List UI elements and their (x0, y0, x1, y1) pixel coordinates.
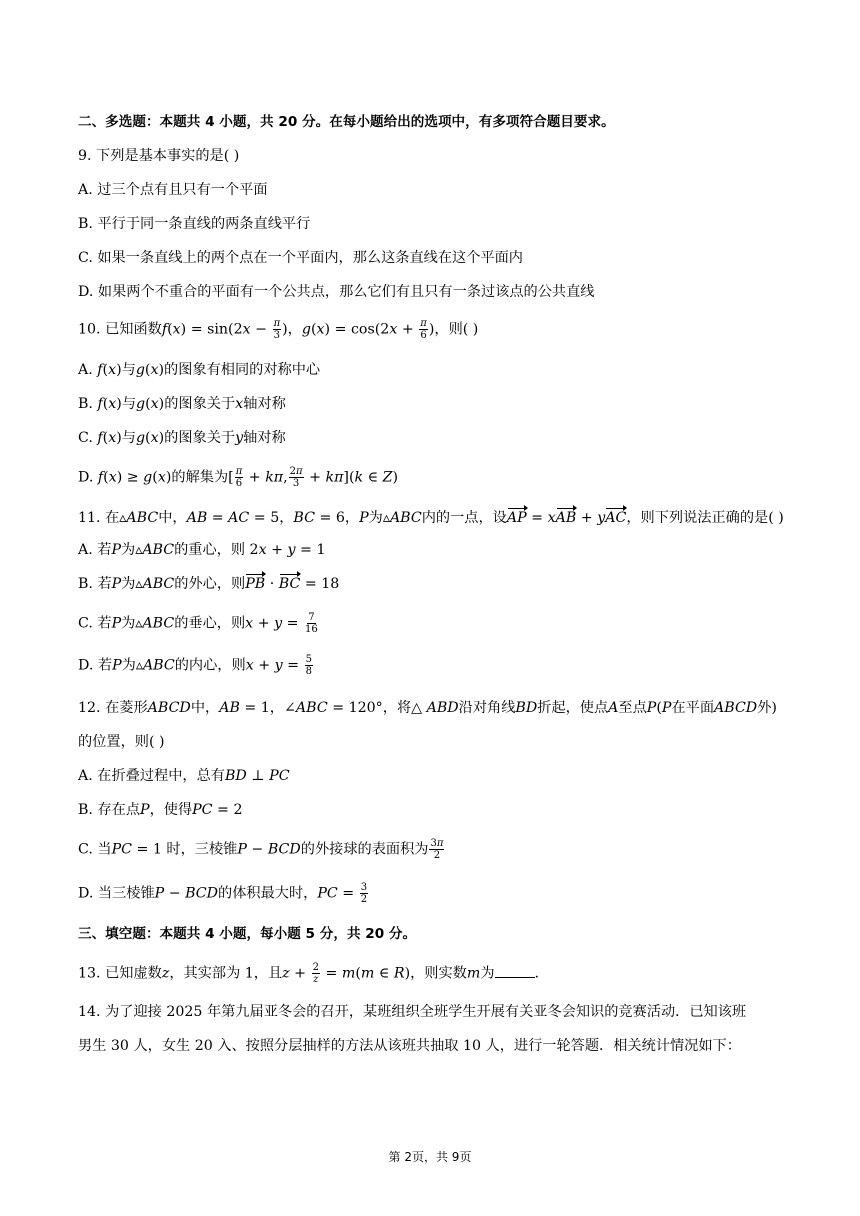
q11-option-c: C. 若P为▵ABC的垂心，则x + y = $\frac{7}{16}$ (78, 612, 318, 635)
q11-option-b: B. 若P为▵ABC的外心，则PB · BC = 18 (78, 576, 340, 592)
q14-line2: 男生 30 人，女生 20 入、按照分层抽样的方法从该班共抽取 10 人，进行一轮答题．相关统计情况如下： (78, 1038, 741, 1054)
q9-option-a: A. 过三个点有且只有一个平面 (78, 182, 268, 198)
q10-stem: 10. 已知函数f(x) = sin(2x − $\frac{\pi}{3}$ )，g(x) = cos(2x + $\frac{\pi}{6}$ )，则( ) (78, 318, 479, 341)
q11-option-a: A. 若P为▵ABC的重心，则 2x + y = 1 (78, 542, 326, 558)
q9-option-c: C. 如果一条直线上的两个点在一个平面内，那么这条直线在这个平面内 (78, 250, 523, 266)
page-footer: 第 2页，共 9页 (388, 1150, 472, 1164)
q10-option-a: A. f(x)与g(x)的图象有相同的对称中心 (78, 362, 321, 378)
q10-option-c: C. f(x)与g(x)的图象关于y轴对称 (78, 430, 286, 446)
q12-option-c: C. 当PC = 1 时，三棱锥P − BCD的外接球的表面积为 $\frac{3\pi}{2}$ (78, 838, 444, 861)
q12-option-b: B. 存在点P，使得PC = 2 (78, 802, 243, 818)
q11-option-d: D. 若P为▵ABC的内心，则x + y = $\frac{5}{8}$ (78, 654, 312, 677)
answer-blank (495, 963, 535, 978)
q12-stem-line2: 的位置，则( ) (78, 734, 165, 750)
section3-heading: 三、填空题：本题共 4 小题，每小题 5 分，共 20 分。 (78, 926, 417, 942)
q9-option-b: B. 平行于同一条直线的两条直线平行 (78, 216, 311, 232)
q10-option-b: B. f(x)与g(x)的图象关于x轴对称 (78, 396, 286, 412)
q10-option-d: D. f(x) ≥ g(x)的解集为[ $\frac{\pi}{6}$ + kπ, $\frac{2\pi}{3}$ + kπ](k ∈ Z) (78, 466, 399, 489)
q14-line1: 14. 为了迎接 2025 年第九届亚冬会的召开，某班组织全班学生开展有关亚冬会知识的竞赛活动．已知该班 (78, 1004, 747, 1020)
q11-stem: 11. 在▵ABC中，AB = AC = 5，BC = 6，P为▵ABC内的一点，设AP = xAB + yAC，则下列说法正确的是( ) (78, 510, 784, 526)
q9-stem: 9. 下列是基本事实的是( ) (78, 148, 240, 164)
q12-option-a: A. 在折叠过程中，总有BD ⊥ PC (78, 768, 290, 784)
section2-heading: 二、多选题：本题共 4 小题，共 20 分。在每小题给出的选项中，有多项符合题目要求。 (78, 114, 615, 130)
q12-stem-line1: 12. 在菱形ABCD中，AB = 1，∠ABC = 120°，将△ ABD沿对角线BD折起，使点A至点P(P在平面ABCD外) (78, 700, 777, 716)
q12-option-d: D. 当三棱锥P − BCD的体积最大时，PC = $\frac{3}{2}$ (78, 882, 368, 905)
q13-stem: 13. 已知虚数z，其实部为 1，且z + $\frac{2}{z}$ = m(m ∈ R)，则实数m为 . (78, 962, 540, 985)
q9-option-d: D. 如果两个不重合的平面有一个公共点，那么它们有且只有一条过该点的公共直线 (78, 284, 595, 300)
